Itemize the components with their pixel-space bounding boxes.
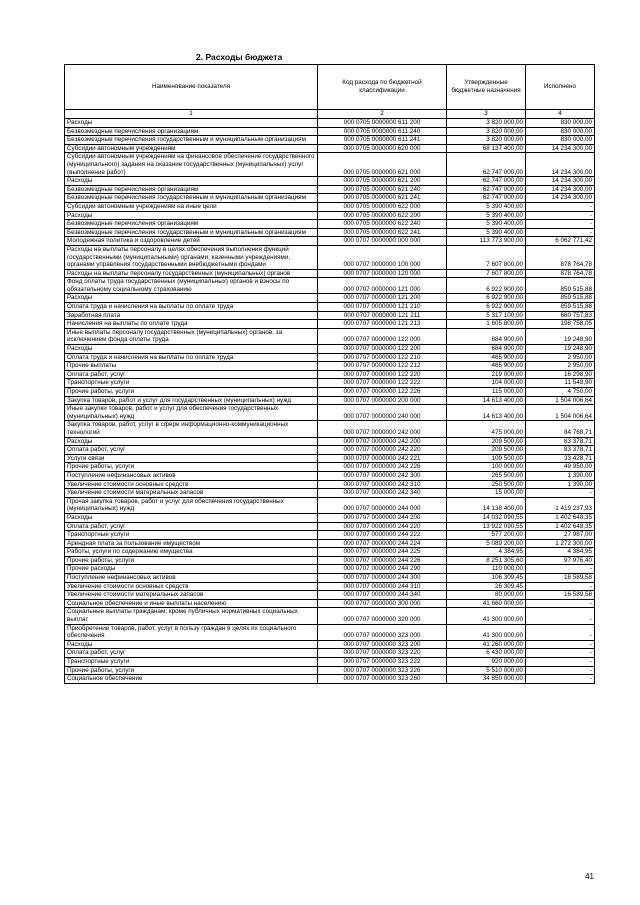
table-header-row — [65, 65, 595, 110]
row-code-cell: 000 0707 0000000 122 226 — [318, 388, 447, 397]
table-row — [65, 522, 595, 531]
row-approved-cell: 109 500,00 — [447, 454, 526, 463]
row-name-cell: Иные выплаты персоналу государственных (муниципальных) органов, за исключением фонда оплаты труда — [65, 328, 318, 344]
row-approved-cell: 34 850 000,00 — [447, 675, 526, 684]
table-body — [65, 119, 595, 684]
row-code-cell: 000 0707 0000000 242 226 — [318, 463, 447, 472]
row-executed-cell: - — [526, 624, 595, 640]
row-executed-cell: 878 764,78 — [526, 245, 595, 269]
row-name-cell: Увеличение стоимости материальных запасов — [65, 591, 318, 600]
table-row — [65, 388, 595, 397]
table-row — [65, 471, 595, 480]
row-approved-cell: 1 605 800,00 — [447, 320, 526, 329]
row-name-cell: Закупка товаров, работ, услуг в сфере информационно-коммуникационных технологий — [65, 421, 318, 437]
row-name-cell: Расходы — [65, 294, 318, 303]
row-executed-cell: - — [526, 666, 595, 675]
row-code-cell: 000 0707 0000000 122 210 — [318, 353, 447, 362]
table-row — [65, 311, 595, 320]
row-approved-cell: 8 251 305,60 — [447, 556, 526, 565]
row-name-cell: Расходы — [65, 345, 318, 354]
row-approved-cell: 15 000,00 — [447, 489, 526, 498]
row-approved-cell: 465 900,00 — [447, 353, 526, 362]
row-executed-cell: 16 298,90 — [526, 370, 595, 379]
row-name-cell: Поступление нефинансовых активов — [65, 574, 318, 583]
row-name-cell: Субсидии автономным учреждениям на иные цели — [65, 202, 318, 211]
row-code-cell: 000 0705 0000000 620 000 — [318, 144, 447, 153]
row-name-cell: Фонд оплаты труда государственных (муниципальных) органов и взносы по обязательному социальному страхованию — [65, 278, 318, 294]
row-executed-cell: 33 428,71 — [526, 454, 595, 463]
table-row — [65, 446, 595, 455]
row-name-cell: Прочие работы, услуги — [65, 666, 318, 675]
table-row — [65, 362, 595, 371]
row-approved-cell: 14 613 400,00 — [447, 405, 526, 421]
row-executed-cell: 14 234 300,00 — [526, 177, 595, 186]
column-number: 2 — [318, 110, 447, 119]
row-executed-cell: 1 390,00 — [526, 471, 595, 480]
row-approved-cell: 13 922 090,55 — [447, 522, 526, 531]
row-name-cell: Безвозмездные перечисления государственным и муниципальным организациям — [65, 136, 318, 145]
row-approved-cell: 4 384,95 — [447, 548, 526, 557]
row-code-cell: 000 0707 0000000 323 220 — [318, 649, 447, 658]
row-approved-cell: 209 500,00 — [447, 446, 526, 455]
table-row — [65, 437, 595, 446]
row-approved-cell: 6 922 900,00 — [447, 278, 526, 294]
row-code-cell: 000 0707 0000000 323 200 — [318, 640, 447, 649]
row-name-cell: Оплата труда и начисления на выплаты по оплате труда — [65, 353, 318, 362]
row-executed-cell: 2 950,00 — [526, 353, 595, 362]
row-code-cell: 000 0707 0000000 122 220 — [318, 370, 447, 379]
table-row — [65, 220, 595, 229]
row-approved-cell: 5 390 400,00 — [447, 211, 526, 220]
row-executed-cell: 14 234 300,00 — [526, 144, 595, 153]
row-approved-cell: 209 500,00 — [447, 437, 526, 446]
row-executed-cell: 14 234 300,00 — [526, 194, 595, 203]
row-code-cell: 000 0705 0000000 611 241 — [318, 136, 447, 145]
table-row — [65, 303, 595, 312]
row-name-cell: Приобретение товаров, работ, услуг в пользу граждан в целях их социального обеспечения — [65, 624, 318, 640]
row-executed-cell: - — [526, 658, 595, 667]
table-row — [65, 565, 595, 574]
table-row — [65, 548, 595, 557]
row-name-cell: Увеличение стоимости основных средств — [65, 582, 318, 591]
table-row — [65, 463, 595, 472]
row-name-cell: Прочие работы, услуги — [65, 556, 318, 565]
row-code-cell: 000 0707 0000000 122 212 — [318, 362, 447, 371]
column-number-row — [65, 110, 595, 119]
table-row — [65, 119, 595, 128]
row-executed-cell: - — [526, 565, 595, 574]
table-row — [65, 353, 595, 362]
table-row — [65, 211, 595, 220]
row-name-cell: Субсидии автономным учреждениям — [65, 144, 318, 153]
section-title: 2. Расходы бюджета — [196, 52, 283, 62]
budget-expenses-table — [64, 64, 595, 684]
row-approved-cell: 219 000,00 — [447, 370, 526, 379]
table-row — [65, 396, 595, 405]
row-executed-cell: 660 757,83 — [526, 311, 595, 320]
row-executed-cell: 83 378,71 — [526, 437, 595, 446]
row-code-cell: 000 0705 0000000 621 000 — [318, 153, 447, 177]
column-number: 4 — [526, 110, 595, 119]
row-code-cell: 000 0707 0000000 244 310 — [318, 582, 447, 591]
row-code-cell: 000 0707 0000000 121 211 — [318, 311, 447, 320]
row-code-cell: 000 0707 0000000 120 000 — [318, 269, 447, 278]
column-header-approved: Утвержденные бюджетные назначения — [447, 65, 526, 110]
table-row — [65, 345, 595, 354]
row-approved-cell: 7 607 800,00 — [447, 245, 526, 269]
row-code-cell: 000 0707 0000000 121 200 — [318, 294, 447, 303]
table-row — [65, 185, 595, 194]
column-number: 1 — [65, 110, 318, 119]
row-executed-cell: 1 504 006,64 — [526, 405, 595, 421]
row-executed-cell: 11 548,90 — [526, 379, 595, 388]
row-approved-cell: 5 390 400,00 — [447, 228, 526, 237]
row-name-cell: Прочие работы, услуги — [65, 463, 318, 472]
table-row — [65, 144, 595, 153]
row-approved-cell: 265 500,00 — [447, 471, 526, 480]
row-name-cell: Оплата работ, услуг — [65, 446, 318, 455]
row-name-cell: Социальное обеспечение — [65, 675, 318, 684]
row-name-cell: Расходы — [65, 119, 318, 128]
row-name-cell: Услуги связи — [65, 454, 318, 463]
table-row — [65, 294, 595, 303]
table-row — [65, 202, 595, 211]
row-name-cell: Прочие выплаты — [65, 362, 318, 371]
row-approved-cell: 113 773 900,00 — [447, 237, 526, 246]
table-row — [65, 245, 595, 269]
row-approved-cell: 3 820 000,00 — [447, 136, 526, 145]
row-code-cell: 000 0707 0000000 244 225 — [318, 548, 447, 557]
row-executed-cell: 859 515,88 — [526, 294, 595, 303]
row-executed-cell: 1 272 300,00 — [526, 539, 595, 548]
row-code-cell: 000 0707 0000000 122 222 — [318, 379, 447, 388]
row-approved-cell: 475 000,00 — [447, 421, 526, 437]
row-code-cell: 000 0707 0000000 244 220 — [318, 522, 447, 531]
row-name-cell: Расходы на выплаты персоналу в целях обеспечения выполнения функций государственными (муниципальными) органами, казенными учреждениями, органами управления государственными внебюджетными фондами — [65, 245, 318, 269]
table-row — [65, 675, 595, 684]
table-row — [65, 599, 595, 608]
row-code-cell: 000 0707 0000000 242 000 — [318, 421, 447, 437]
row-code-cell: 000 0707 0000000 122 200 — [318, 345, 447, 354]
row-name-cell: Расходы — [65, 177, 318, 186]
row-name-cell: Расходы на выплаты персоналу государственных (муниципальных) органов — [65, 269, 318, 278]
row-name-cell: Субсидии автономным учреждениям на финансовое обеспечение государственного (муниципального) задания на оказание государственных (муниципальных) услуг (выполнение работ) — [65, 153, 318, 177]
row-name-cell: Поступление нефинансовых активов — [65, 471, 318, 480]
row-code-cell: 000 0707 0000000 242 300 — [318, 471, 447, 480]
row-executed-cell: 1 402 648,35 — [526, 513, 595, 522]
row-code-cell: 000 0705 0000000 621 240 — [318, 185, 447, 194]
row-approved-cell: 68 137 400,00 — [447, 144, 526, 153]
row-approved-cell: 80 000,00 — [447, 591, 526, 600]
row-executed-cell: 6 062 771,42 — [526, 237, 595, 246]
row-code-cell: 000 0707 0000000 244 226 — [318, 556, 447, 565]
row-code-cell: 000 0707 0000000 244 000 — [318, 497, 447, 513]
table-row — [65, 421, 595, 437]
row-code-cell: 000 0705 0000000 622 200 — [318, 211, 447, 220]
table-row — [65, 574, 595, 583]
row-approved-cell: 14 138 400,00 — [447, 497, 526, 513]
row-name-cell: Социальное обеспечение и иные выплаты населению — [65, 599, 318, 608]
row-approved-cell: 14 032 090,55 — [447, 513, 526, 522]
row-executed-cell: 14 234 300,00 — [526, 185, 595, 194]
row-name-cell: Транспортные услуги — [65, 379, 318, 388]
row-executed-cell: - — [526, 202, 595, 211]
row-approved-cell: 7 607 800,00 — [447, 269, 526, 278]
row-executed-cell: 2 950,00 — [526, 362, 595, 371]
row-name-cell: Увеличение стоимости материальных запасов — [65, 489, 318, 498]
row-approved-cell: 6 430 000,00 — [447, 649, 526, 658]
row-approved-cell: 14 613 400,00 — [447, 396, 526, 405]
row-code-cell: 000 0707 0000000 242 221 — [318, 454, 447, 463]
row-code-cell: 000 0707 0000000 244 200 — [318, 513, 447, 522]
row-name-cell: Оплата работ, услуг — [65, 522, 318, 531]
row-approved-cell: 6 922 900,00 — [447, 294, 526, 303]
row-executed-cell: 19 248,90 — [526, 345, 595, 354]
row-approved-cell: 106 309,45 — [447, 574, 526, 583]
table-row — [65, 539, 595, 548]
column-header-name: Наименование показателя — [65, 65, 318, 110]
row-name-cell: Оплата труда и начисления на выплаты по оплате труда — [65, 303, 318, 312]
table-row — [65, 177, 595, 186]
row-code-cell: 000 0707 0000000 242 200 — [318, 437, 447, 446]
table-row — [65, 608, 595, 624]
row-executed-cell: - — [526, 649, 595, 658]
row-executed-cell: 4 384,95 — [526, 548, 595, 557]
row-approved-cell: 250 500,00 — [447, 480, 526, 489]
row-executed-cell: 49 950,00 — [526, 463, 595, 472]
row-name-cell: Безвозмездные перечисления организациям — [65, 185, 318, 194]
table-row — [65, 480, 595, 489]
row-name-cell: Расходы — [65, 211, 318, 220]
row-code-cell: 000 0707 0000000 100 000 — [318, 245, 447, 269]
page-number: 41 — [585, 872, 594, 881]
column-number: 3 — [447, 110, 526, 119]
row-name-cell: Начисления на выплаты по оплате труда — [65, 320, 318, 329]
row-code-cell: 000 0705 0000000 622 000 — [318, 202, 447, 211]
row-approved-cell: 5 510 000,00 — [447, 666, 526, 675]
row-name-cell: Заработная плата — [65, 311, 318, 320]
table-row — [65, 328, 595, 344]
row-approved-cell: 26 309,45 — [447, 582, 526, 591]
table-row — [65, 489, 595, 498]
row-approved-cell: 41 300 000,00 — [447, 608, 526, 624]
row-executed-cell: - — [526, 675, 595, 684]
row-executed-cell: 97 976,40 — [526, 556, 595, 565]
row-executed-cell: 878 764,78 — [526, 269, 595, 278]
row-name-cell: Социальные выплаты гражданам, кроме публичных нормативных социальных выплат — [65, 608, 318, 624]
row-approved-cell: 684 900,00 — [447, 328, 526, 344]
row-executed-cell: 16 589,58 — [526, 591, 595, 600]
row-code-cell: 000 0705 0000000 611 240 — [318, 127, 447, 136]
row-code-cell: 000 0705 0000000 621 241 — [318, 194, 447, 203]
row-code-cell: 000 0705 0000000 621 200 — [318, 177, 447, 186]
row-executed-cell: 1 504 006,64 — [526, 396, 595, 405]
table-row — [65, 531, 595, 540]
row-approved-cell: 3 820 000,00 — [447, 119, 526, 128]
row-executed-cell: 83 378,71 — [526, 446, 595, 455]
row-code-cell: 000 0707 0000000 320 000 — [318, 608, 447, 624]
row-executed-cell: - — [526, 489, 595, 498]
row-approved-cell: 62 747 000,00 — [447, 185, 526, 194]
table-row — [65, 228, 595, 237]
row-approved-cell: 684 900,00 — [447, 345, 526, 354]
row-executed-cell: - — [526, 599, 595, 608]
table-row — [65, 379, 595, 388]
row-name-cell: Прочие работы, услуги — [65, 388, 318, 397]
table-row — [65, 194, 595, 203]
table-row — [65, 640, 595, 649]
row-executed-cell: 4 750,00 — [526, 388, 595, 397]
row-approved-cell: 41 300 000,00 — [447, 624, 526, 640]
row-code-cell: 000 0705 0000000 622 241 — [318, 228, 447, 237]
row-code-cell: 000 0707 0000000 244 290 — [318, 565, 447, 574]
row-code-cell: 000 0707 0000000 200 000 — [318, 396, 447, 405]
row-approved-cell: 5 089 200,00 — [447, 539, 526, 548]
row-name-cell: Безвозмездные перечисления организациям — [65, 127, 318, 136]
row-name-cell: Безвозмездные перечисления государственным и муниципальным организациям — [65, 228, 318, 237]
row-executed-cell: 1 390,00 — [526, 480, 595, 489]
table-row — [65, 513, 595, 522]
table-row — [65, 624, 595, 640]
row-approved-cell: 115 000,00 — [447, 388, 526, 397]
row-executed-cell: 830 000,00 — [526, 136, 595, 145]
row-name-cell: Расходы — [65, 437, 318, 446]
row-executed-cell: 859 515,88 — [526, 278, 595, 294]
row-approved-cell: 41 660 000,00 — [447, 599, 526, 608]
table-row — [65, 320, 595, 329]
row-code-cell: 000 0705 0000000 622 240 — [318, 220, 447, 229]
row-approved-cell: 100 000,00 — [447, 463, 526, 472]
table-row — [65, 556, 595, 565]
row-code-cell: 000 0707 0000000 000 000 — [318, 237, 447, 246]
row-approved-cell: 62 747 000,00 — [447, 194, 526, 203]
table-row — [65, 269, 595, 278]
table-row — [65, 278, 595, 294]
row-code-cell: 000 0707 0000000 242 220 — [318, 446, 447, 455]
row-approved-cell: 5 390 400,00 — [447, 220, 526, 229]
row-approved-cell: 104 000,00 — [447, 379, 526, 388]
row-code-cell: 000 0707 0000000 242 340 — [318, 489, 447, 498]
row-code-cell: 000 0707 0000000 323 226 — [318, 666, 447, 675]
table-row — [65, 136, 595, 145]
row-name-cell: Транспортные услуги — [65, 531, 318, 540]
row-name-cell: Работы, услуги по содержанию имущества — [65, 548, 318, 557]
row-name-cell: Безвозмездные перечисления государственным и муниципальным организациям — [65, 194, 318, 203]
row-name-cell: Транспортные услуги — [65, 658, 318, 667]
row-code-cell: 000 0705 0000000 611 200 — [318, 119, 447, 128]
row-name-cell: Иные закупки товаров, работ и услуг для обеспечения государственных (муниципальных) нужд — [65, 405, 318, 421]
column-header-code: Код расхода по бюджетной классификации — [318, 65, 447, 110]
row-code-cell: 000 0707 0000000 244 222 — [318, 531, 447, 540]
row-executed-cell: 16 589,58 — [526, 574, 595, 583]
row-executed-cell: 1 419 237,93 — [526, 497, 595, 513]
row-name-cell: Оплата работ, услуг — [65, 649, 318, 658]
row-code-cell: 000 0707 0000000 323 000 — [318, 624, 447, 640]
row-code-cell: 000 0707 0000000 121 000 — [318, 278, 447, 294]
table-row — [65, 649, 595, 658]
table-row — [65, 497, 595, 513]
row-executed-cell: 84 768,71 — [526, 421, 595, 437]
row-code-cell: 000 0707 0000000 300 000 — [318, 599, 447, 608]
row-approved-cell: 62 747 000,00 — [447, 153, 526, 177]
row-name-cell: Прочая закупка товаров, работ и услуг для обеспечения государственных (муниципальных) нужд — [65, 497, 318, 513]
table-row — [65, 370, 595, 379]
table-row — [65, 658, 595, 667]
table-row — [65, 666, 595, 675]
column-header-executed: Исполнено — [526, 65, 595, 110]
row-executed-cell: - — [526, 220, 595, 229]
row-code-cell: 000 0707 0000000 121 210 — [318, 303, 447, 312]
row-name-cell: Закупка товаров, работ и услуг для государственных (муниципальных) нужд — [65, 396, 318, 405]
row-code-cell: 000 0707 0000000 122 000 — [318, 328, 447, 344]
row-approved-cell: 110 000,00 — [447, 565, 526, 574]
table-row — [65, 127, 595, 136]
table-row — [65, 582, 595, 591]
row-executed-cell: - — [526, 582, 595, 591]
row-name-cell: Расходы — [65, 640, 318, 649]
row-executed-cell: - — [526, 608, 595, 624]
row-code-cell: 000 0707 0000000 244 340 — [318, 591, 447, 600]
row-code-cell: 000 0707 0000000 323 222 — [318, 658, 447, 667]
row-code-cell: 000 0707 0000000 244 224 — [318, 539, 447, 548]
row-code-cell: 000 0707 0000000 240 000 — [318, 405, 447, 421]
row-name-cell: Арендная плата за пользование имуществом — [65, 539, 318, 548]
row-executed-cell: - — [526, 228, 595, 237]
row-executed-cell: 830 000,00 — [526, 119, 595, 128]
row-code-cell: 000 0707 0000000 121 213 — [318, 320, 447, 329]
row-executed-cell: 859 515,88 — [526, 303, 595, 312]
row-code-cell: 000 0707 0000000 244 300 — [318, 574, 447, 583]
row-approved-cell: 41 260 000,00 — [447, 640, 526, 649]
row-name-cell: Оплата работ, услуг — [65, 370, 318, 379]
row-approved-cell: 3 820 000,00 — [447, 127, 526, 136]
row-name-cell: Прочие расходы — [65, 565, 318, 574]
table-row — [65, 405, 595, 421]
table-row — [65, 454, 595, 463]
row-approved-cell: 5 390 400,00 — [447, 202, 526, 211]
row-approved-cell: 465 900,00 — [447, 362, 526, 371]
row-executed-cell: 27 987,00 — [526, 531, 595, 540]
table-row — [65, 591, 595, 600]
table-row — [65, 153, 595, 177]
row-executed-cell: 1 402 648,35 — [526, 522, 595, 531]
row-name-cell: Безвозмездные перечисления организациям — [65, 220, 318, 229]
row-approved-cell: 62 747 000,00 — [447, 177, 526, 186]
row-approved-cell: 920 000,00 — [447, 658, 526, 667]
row-executed-cell: 14 234 300,00 — [526, 153, 595, 177]
row-executed-cell: - — [526, 211, 595, 220]
row-code-cell: 000 0707 0000000 323 260 — [318, 675, 447, 684]
row-executed-cell: 198 758,05 — [526, 320, 595, 329]
row-approved-cell: 6 922 900,00 — [447, 303, 526, 312]
table-row — [65, 237, 595, 246]
row-executed-cell: - — [526, 640, 595, 649]
row-executed-cell: 830 000,00 — [526, 127, 595, 136]
row-executed-cell: 19 248,90 — [526, 328, 595, 344]
row-name-cell: Расходы — [65, 513, 318, 522]
row-code-cell: 000 0707 0000000 242 310 — [318, 480, 447, 489]
row-approved-cell: 5 317 100,00 — [447, 311, 526, 320]
row-name-cell: Увеличение стоимости основных средств — [65, 480, 318, 489]
row-approved-cell: 577 200,00 — [447, 531, 526, 540]
row-name-cell: Молодежная политика и оздоровление детей — [65, 237, 318, 246]
